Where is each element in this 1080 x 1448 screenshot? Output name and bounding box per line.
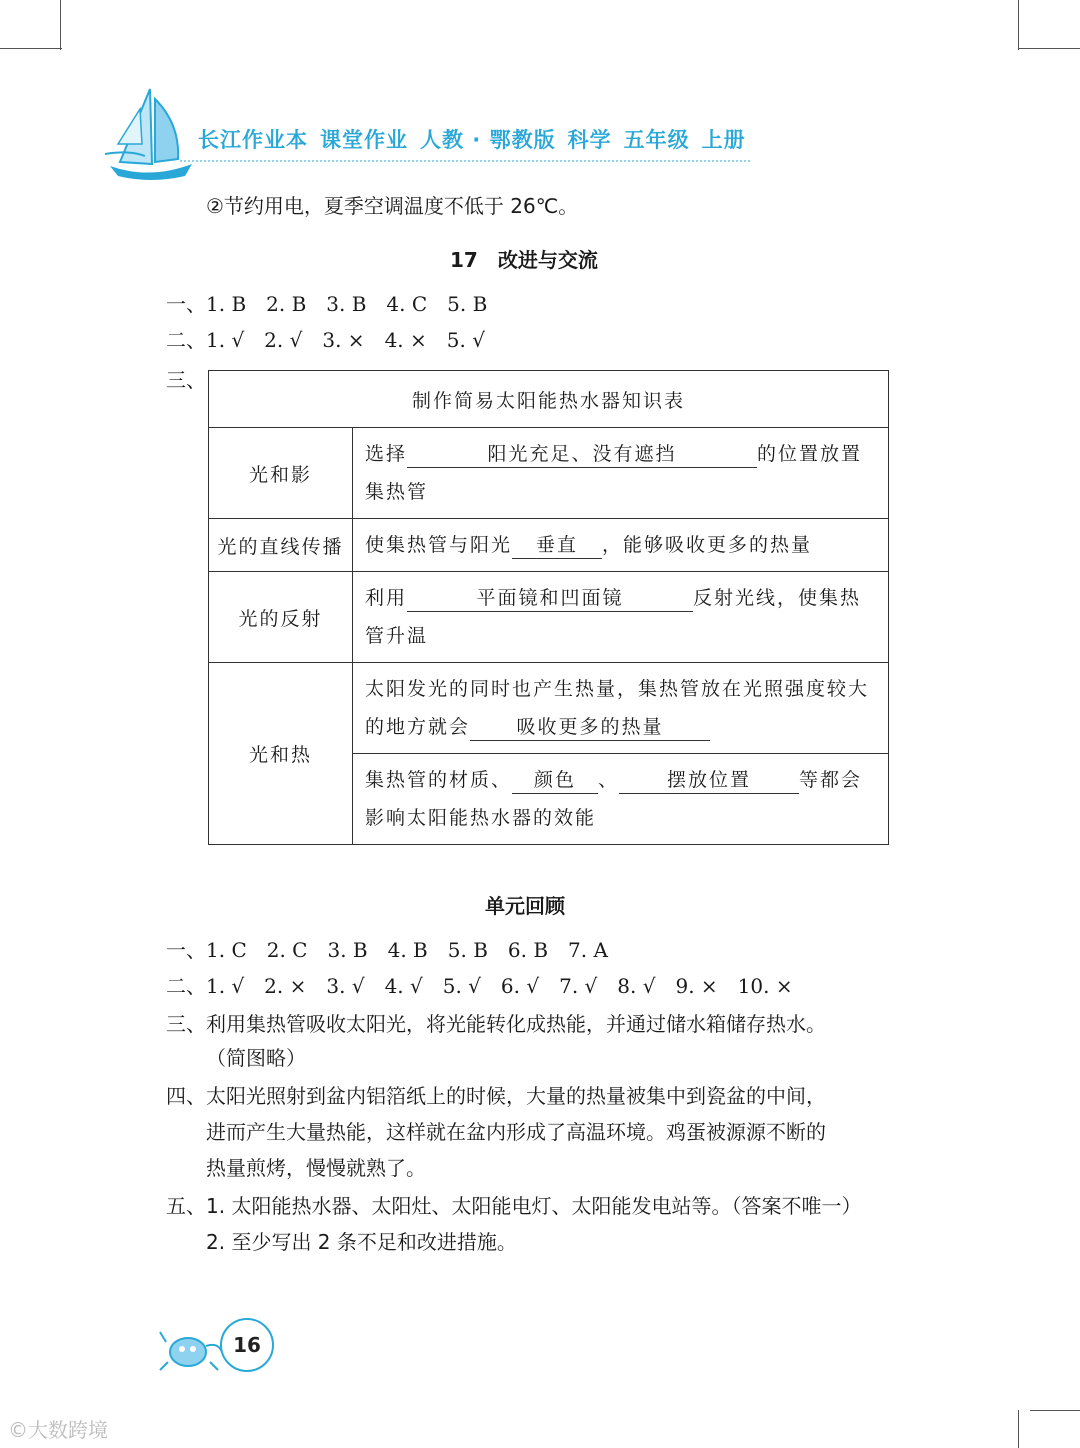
cell-text: 使集热管与阳光 (365, 534, 513, 556)
header-type: 课堂作业 (320, 128, 408, 152)
cell-text: 选择 (365, 443, 408, 465)
table-topic: 光的直线传播 (209, 519, 353, 572)
answer-line: 三、利用集热管吸收太阳光，将光能转化成热能，并通过储水箱储存热水。 (166, 1012, 826, 1036)
answer-line: 进而产生大量热能，这样就在盆内形成了高温环境。鸡蛋被源源不断的 (206, 1120, 826, 1144)
header-volume: 上册 (701, 128, 746, 152)
answer-blank: 垂直 (512, 532, 602, 559)
answer-line: （简图略） (206, 1046, 306, 1070)
watermark-text: 大数跨境 (28, 1418, 108, 1442)
table-title: 制作简易太阳能热水器知识表 (209, 371, 889, 428)
crop-mark (1018, 48, 1080, 49)
header-grade: 五年级 (623, 128, 690, 152)
watermark: ©大数跨境 (8, 1418, 108, 1442)
header-book: 长江作业本 (198, 128, 308, 152)
table-topic: 光和热 (209, 663, 353, 845)
section-title: 17 改进与交流 (450, 248, 598, 272)
cell-text: 的位置放置集热管 (365, 443, 863, 503)
answer-blank: 摆放位置 (619, 767, 799, 794)
table-cell (353, 572, 889, 663)
table-cell (353, 519, 889, 572)
header-divider (180, 160, 750, 162)
table-topic: 光和影 (209, 428, 353, 519)
answer-blank: 颜色 (512, 767, 598, 794)
crop-mark (60, 0, 61, 50)
answer-blank: 吸收更多的热量 (470, 714, 710, 741)
cell-text: 集热管的材质、 (365, 769, 513, 791)
answer-line: 2. 至少写出 2 条不足和改进措施。 (206, 1230, 517, 1254)
section-title: 单元回顾 (485, 894, 565, 918)
cell-text: 利用 (365, 587, 408, 609)
intro-line: ②节约用电，夏季空调温度不低于 26℃。 (206, 194, 579, 218)
page-number: 16 (220, 1318, 274, 1372)
crop-mark (0, 48, 62, 49)
answer-line: 二、1. √ 2. × 3. √ 4. √ 5. √ 6. √ 7. √ 8. √ 9. × 10. × (166, 974, 793, 998)
table-topic: 光的反射 (209, 572, 353, 663)
answer-blank: 平面镜和凹面镜 (407, 585, 693, 612)
sailboat-logo-icon (100, 84, 200, 184)
answer-blank: 阳光充足、没有遮挡 (407, 441, 757, 468)
header-title (198, 124, 758, 154)
crop-mark (1030, 1410, 1080, 1411)
crop-mark (1018, 1410, 1019, 1448)
cell-text: 等都会影响太阳能热水器的效能 (365, 769, 863, 829)
answer-line: 二、1. √ 2. √ 3. × 4. × 5. √ (166, 328, 485, 352)
header-edition: 人教 · 鄂教版 (420, 128, 556, 152)
answer-line: 一、1. B 2. B 3. B 4. C 5. B (166, 292, 488, 316)
table-cell (353, 754, 889, 845)
answer-line: 热量煎烤，慢慢就熟了。 (206, 1156, 426, 1180)
cell-text: 太阳发光的同时也产生热量，集热管放在光照强度较大的地方就会 (365, 678, 870, 738)
cell-text: 反射光线，使集热管升温 (365, 587, 862, 647)
header-subject: 科学 (567, 128, 612, 152)
cell-text: ，能够吸收更多的热量 (602, 534, 813, 556)
table-cell (353, 663, 889, 754)
answer-line: 五、1. 太阳能热水器、太阳灶、太阳能电灯、太阳能发电站等。（答案不唯一） (166, 1194, 862, 1218)
answer-line: 一、1. C 2. C 3. B 4. B 5. B 6. B 7. A (166, 938, 608, 962)
knowledge-table (208, 370, 889, 845)
table-cell (353, 428, 889, 519)
mascot-icon (158, 1322, 228, 1374)
answer-label: 三、 (166, 368, 206, 392)
answer-line: 四、太阳光照射到盆内铝箔纸上的时候，大量的热量被集中到瓷盆的中间， (166, 1084, 826, 1108)
cell-text: 、 (598, 769, 620, 791)
crop-mark (1018, 0, 1019, 50)
